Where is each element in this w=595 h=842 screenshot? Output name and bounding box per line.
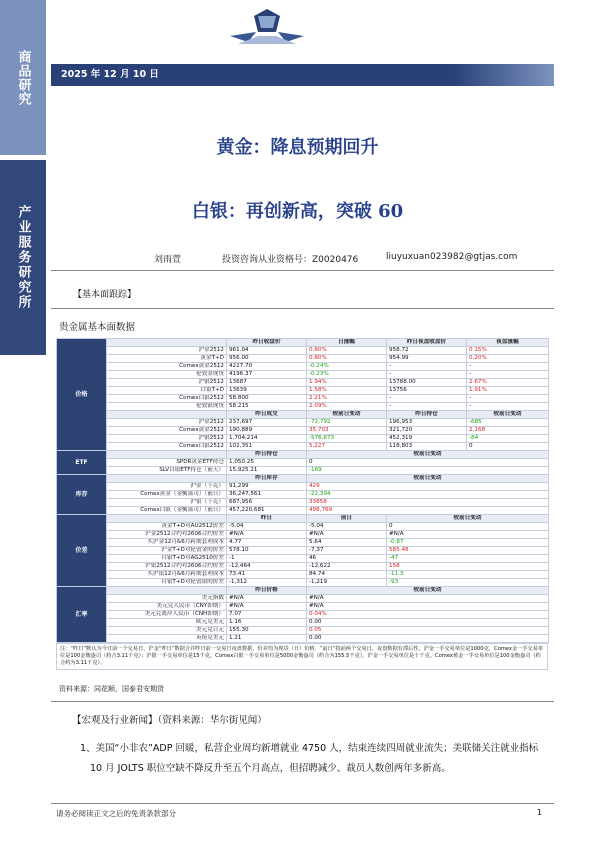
table-row — [57, 571, 549, 579]
sidebar — [0, 0, 46, 842]
table-cell: 7.07 — [227, 611, 307, 619]
sidebar-institute-block — [0, 160, 46, 355]
table-header-cell: 昨日成交 — [227, 411, 307, 419]
table-header-cell — [107, 451, 227, 459]
table-category-cell: 价格 — [57, 339, 107, 451]
disclaimer-note: 请务必阅读正文之后的免责条款部分 — [56, 809, 176, 818]
table-category-cell: 价差 — [57, 515, 107, 587]
table-cell: #N/A — [307, 595, 549, 603]
table-header-cell: 较前日变动 — [307, 451, 549, 459]
table-header-cell: 昨日夜盘收盘价 — [387, 339, 467, 347]
table-cell: 4227.70 — [227, 363, 307, 371]
table-cell: 958.72 — [387, 347, 467, 355]
table-cell: 190,889 — [227, 427, 307, 435]
author-email[interactable]: liuyuxuan023982@gtjas.com — [386, 252, 518, 262]
table-row — [57, 523, 549, 531]
company-logo-icon — [228, 6, 306, 48]
table-cell: 0.05 — [307, 627, 549, 635]
table-cell: 956.00 — [227, 355, 307, 363]
table-header-cell: 较前日变动 — [307, 587, 549, 595]
table-cell: 0.80% — [307, 347, 387, 355]
table-cell: 13788.00 — [387, 379, 467, 387]
table-cell: 1.91% — [467, 387, 549, 395]
divider — [51, 308, 554, 309]
table-header-cell: 昨日库存 — [227, 475, 307, 483]
table-title: 贵金属基本面数据 — [59, 322, 136, 333]
table-cell: -685 — [467, 419, 549, 427]
table-cell: 58.800 — [227, 395, 307, 403]
table-row — [57, 507, 549, 515]
table-row-label: 黄金T+D — [107, 355, 227, 363]
table-cell: -5.04 — [227, 523, 307, 531]
table-header-row — [57, 411, 549, 419]
table-header-cell: 较前日变动 — [387, 515, 549, 523]
table-cell: 1.94% — [307, 379, 387, 387]
table-cell: 452,319 — [387, 435, 467, 443]
table-row-label: 美元兑人民币（CNY即期） — [107, 603, 227, 611]
table-row-label: 黄金T+D对AU2512价差 — [107, 523, 227, 531]
table-row — [57, 443, 549, 451]
table-row — [57, 595, 549, 603]
table-cell: 35,703 — [307, 427, 387, 435]
report-title-silver: 白银：再创新高，突破 60 — [191, 201, 404, 222]
table-row-label: Comex白银2512 — [107, 395, 227, 403]
table-cell: - — [467, 395, 549, 403]
table-row-label: 伦敦银现货 — [107, 403, 227, 411]
table-row-label: 伦敦金现货 — [107, 371, 227, 379]
table-row-label: 沪银2512 — [107, 379, 227, 387]
table-cell: - — [387, 371, 467, 379]
table-category-cell: 库存 — [57, 475, 107, 515]
author-name: 刘雨萱 — [154, 255, 182, 265]
table-row — [57, 347, 549, 355]
table-row — [57, 499, 549, 507]
table-cell: 1,050.25 — [227, 459, 307, 467]
section-heading-news: 【宏观及行业新闻】（资料来源：华尔街见闻） — [72, 715, 267, 726]
table-cell: 36,247,561 — [227, 491, 307, 499]
table-cell: 13639 — [227, 387, 307, 395]
table-cell: 15,925.21 — [227, 467, 307, 475]
table-cell: #N/A — [227, 595, 307, 603]
table-header-cell: 昨日收盘价 — [227, 339, 307, 347]
table-cell: -84 — [467, 435, 549, 443]
table-row-label: Comex白银（金衡盎司）（前日） — [107, 507, 227, 515]
table-header-cell: 昨日持仓 — [227, 451, 307, 459]
table-cell: -0.87 — [387, 539, 549, 547]
table-row-label: 英镑兑美元 — [107, 635, 227, 643]
table-row-label: 白银T+D — [107, 387, 227, 395]
table-row-label: 沪金2512 — [107, 347, 227, 355]
table-cell: 0.04% — [307, 611, 549, 619]
table-cell: 4.77 — [227, 539, 307, 547]
table-cell: 1.58% — [307, 387, 387, 395]
table-cell: -576,673 — [307, 435, 387, 443]
table-cell: 429 — [307, 483, 549, 491]
author-certificate: 投资咨询从业资格号：Z0020476 — [222, 255, 359, 265]
table-row-label: SPDR黄金ETF持仓 — [107, 459, 227, 467]
table-cell: -93 — [387, 579, 549, 587]
table-row — [57, 419, 549, 427]
table-header-cell: 昨日价格 — [227, 587, 307, 595]
table-cell: - — [467, 371, 549, 379]
table-row-label: 沪金T+D对伦敦金的价差 — [107, 547, 227, 555]
table-cell: -12,464 — [227, 563, 307, 571]
table-row-label: 买沪银12月&6月跨期套利成本 — [107, 571, 227, 579]
table-cell: -11.3 — [387, 571, 549, 579]
table-header-cell — [107, 587, 227, 595]
table-row — [57, 563, 549, 571]
table-header-cell — [107, 515, 227, 523]
table-cell: 91,299 — [227, 483, 307, 491]
table-row-label: 沪银2512合约对2606合约价差 — [107, 563, 227, 571]
table-cell: 0 — [467, 443, 549, 451]
table-header-cell: 较前日变动 — [467, 411, 549, 419]
table-row-label: 沪银2512 — [107, 435, 227, 443]
table-cell: 4196.37 — [227, 371, 307, 379]
table-category-cell: 汇率 — [57, 587, 107, 643]
report-title-gold: 黄金：降息预期回升 — [216, 137, 379, 158]
fundamentals-table-wrapper — [56, 338, 548, 670]
table-row-label: 沪金（千克） — [107, 483, 227, 491]
table-row — [57, 403, 549, 411]
table-header-cell: 昨日 — [227, 515, 307, 523]
table-cell: -1 — [227, 555, 307, 563]
table-header-cell — [107, 339, 227, 347]
footer-divider — [51, 803, 554, 804]
table-header-cell: 夜盘涨幅 — [467, 339, 549, 347]
table-header-cell: 昨日持仓 — [387, 411, 467, 419]
table-cell: 196,953 — [387, 419, 467, 427]
table-cell: 0.20% — [467, 355, 549, 363]
table-row — [57, 371, 549, 379]
table-cell: 158 — [387, 563, 549, 571]
table-row — [57, 483, 549, 491]
table-cell: 84.74 — [307, 571, 387, 579]
table-row — [57, 611, 549, 619]
table-row-label: 美元兑日元 — [107, 627, 227, 635]
table-cell: -12,622 — [307, 563, 387, 571]
table-header-cell: 前日 — [307, 515, 387, 523]
table-row-label: Comex黄金2512 — [107, 427, 227, 435]
table-row — [57, 531, 549, 539]
table-cell: 46 — [307, 555, 387, 563]
table-row-label: 白银T+D对AG2510价差 — [107, 555, 227, 563]
table-cell: -5.04 — [307, 523, 387, 531]
table-cell: 237,697 — [227, 419, 307, 427]
table-row — [57, 395, 549, 403]
section-heading-fundamentals: 【基本面跟踪】 — [73, 290, 137, 300]
report-date: 2025 年 12 月 10 日 — [61, 69, 159, 80]
table-cell: 13756 — [387, 387, 467, 395]
table-cell: 1.16 — [227, 619, 307, 627]
sidebar-category-block — [0, 0, 46, 155]
fundamentals-table — [56, 338, 549, 643]
table-cell: 102,351 — [227, 443, 307, 451]
table-category-cell: ETF — [57, 451, 107, 475]
table-cell: 33858 — [307, 499, 549, 507]
table-row — [57, 355, 549, 363]
table-cell: 58.215 — [227, 403, 307, 411]
table-cell: -7.37 — [307, 547, 387, 555]
divider — [51, 270, 554, 271]
table-cell: -0.24% — [307, 363, 387, 371]
table-cell: #N/A — [387, 531, 549, 539]
table-header-cell — [107, 411, 227, 419]
table-header-cell: 较前日变动 — [307, 475, 549, 483]
table-header-cell — [107, 475, 227, 483]
table-cell: 954.99 — [387, 355, 467, 363]
table-row-label: 沪金2512 — [107, 419, 227, 427]
table-row — [57, 603, 549, 611]
page-number: 1 — [537, 808, 543, 817]
table-cell: 961.04 — [227, 347, 307, 355]
table-header-row — [57, 339, 549, 347]
sidebar-institute-label: 产业服务研究所 — [15, 205, 31, 310]
table-cell: 0.80% — [307, 355, 387, 363]
table-cell: 5.64 — [307, 539, 387, 547]
date-bar — [51, 64, 554, 86]
table-cell: -1,219 — [307, 579, 387, 587]
table-row — [57, 427, 549, 435]
table-cell: - — [387, 395, 467, 403]
table-row-label: 白银T+D对伦敦银的价差 — [107, 579, 227, 587]
table-cell: 2,168 — [467, 427, 549, 435]
table-row-label: SLV白银ETF持仓（前天） — [107, 467, 227, 475]
table-row — [57, 467, 549, 475]
table-row — [57, 635, 549, 643]
table-cell: #N/A — [307, 531, 387, 539]
table-cell: 498,769 — [307, 507, 549, 515]
table-cell: 0.00 — [307, 619, 549, 627]
table-row — [57, 619, 549, 627]
table-cell: -1,312 — [227, 579, 307, 587]
table-row-label: 美元兑离岸人民币（CNH即期） — [107, 611, 227, 619]
table-cell: #N/A — [227, 531, 307, 539]
table-cell: - — [467, 363, 549, 371]
table-cell: #N/A — [307, 603, 549, 611]
table-cell: - — [467, 403, 549, 411]
table-row-label: 沪银（千克） — [107, 499, 227, 507]
table-cell: 1.21 — [227, 635, 307, 643]
table-cell: 155.30 — [227, 627, 307, 635]
divider — [51, 701, 554, 702]
table-cell: 0 — [387, 523, 549, 531]
table-row — [57, 379, 549, 387]
table-header-row — [57, 451, 549, 459]
table-row — [57, 555, 549, 563]
table-row — [57, 579, 549, 587]
table-cell: 457,220,681 — [227, 507, 307, 515]
table-cell: 118,803 — [387, 443, 467, 451]
table-cell: 0 — [307, 459, 549, 467]
table-cell: 5,227 — [307, 443, 387, 451]
table-cell: 0.15% — [467, 347, 549, 355]
table-row — [57, 627, 549, 635]
table-cell: 0.00 — [307, 635, 549, 643]
sidebar-category-label: 商品研究 — [15, 49, 31, 106]
table-cell: -0.23% — [307, 371, 387, 379]
table-row — [57, 491, 549, 499]
table-row — [57, 435, 549, 443]
table-cell: 585.48 — [387, 547, 549, 555]
table-row — [57, 387, 549, 395]
table-cell: 321,720 — [387, 427, 467, 435]
table-cell: 2.09% — [307, 403, 387, 411]
table-cell: 13687 — [227, 379, 307, 387]
table-cell: 2.67% — [467, 379, 549, 387]
table-header-row — [57, 475, 549, 483]
table-cell: 73.41 — [227, 571, 307, 579]
table-cell: 687,956 — [227, 499, 307, 507]
table-row-label: 欧元兑美元 — [107, 619, 227, 627]
table-cell: -169 — [307, 467, 549, 475]
table-row — [57, 539, 549, 547]
table-row — [57, 547, 549, 555]
table-cell: -47 — [387, 555, 549, 563]
table-cell: -22,394 — [307, 491, 549, 499]
table-cell: - — [387, 403, 467, 411]
table-row-label: 买沪金12月&6月跨期套利成本 — [107, 539, 227, 547]
table-cell: - — [387, 363, 467, 371]
table-header-cell: 较前日变动 — [307, 411, 387, 419]
table-source: 资料来源：同花顺，国泰君安期货 — [59, 685, 164, 693]
table-row — [57, 363, 549, 371]
table-header-row — [57, 587, 549, 595]
table-cell: -72,792 — [307, 419, 387, 427]
table-row-label: Comex黄金（金衡盎司）（前日） — [107, 491, 227, 499]
table-note: 注：“昨日”默认为今日前一个交易日，沪金“昨日”数据合并昨日前一交易日夜盘数据，价差均为现货（日）价格，“前日”指前两个交易日，夜盘数据有滞后性。沪金一手交易单位是1000克，Comex金一手交易单位是100金衡盎司（约合3.11千克）；沪银一手交易单位是15千克，Comex白银一手交易单位是5000金衡盎司（约合为155.5千克）。沪金一手交易单位是十千克。Comex黄金一手交易单位是100金衡盎司（约合约为3.11千克）。 — [56, 643, 548, 670]
table-row-label: Comex黄金2512 — [107, 363, 227, 371]
table-row — [57, 459, 549, 467]
table-cell: 2.21% — [307, 395, 387, 403]
table-row-label: 沪金2512合约对2606合约价差 — [107, 531, 227, 539]
table-cell: 578.10 — [227, 547, 307, 555]
table-header-cell: 日涨幅 — [307, 339, 387, 347]
table-cell: #N/A — [227, 603, 307, 611]
table-row-label: Comex白银2512 — [107, 443, 227, 451]
table-cell: 1,704,214 — [227, 435, 307, 443]
news-item: 1、美国“小非农”ADP 回暖，私营企业周均新增就业 4750 人，结束连续四周就业流失；美联储关注就业指标 10 月 JOLTS 职位空缺不降反升至五个月高点，但招聘减少、裁员人数创两年多新高。 — [80, 743, 539, 774]
table-row-label: 美元指数 — [107, 595, 227, 603]
table-header-row — [57, 515, 549, 523]
